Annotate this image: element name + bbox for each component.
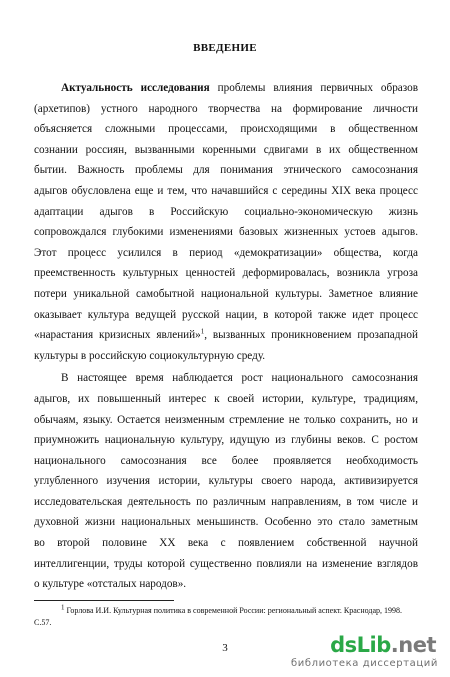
- paragraph-2-line-2: адыгов, их повышенный интерес к своей истории, культуре, традициям,: [34, 392, 418, 405]
- dslib-logo: dsLib.net: [330, 633, 436, 657]
- paragraph-1-line-7: адаптации адыгов в Российскую социально-экономическую жизнь: [34, 205, 418, 218]
- footnote: [34, 605, 418, 629]
- paragraph-1-line-4: сознании россиян, вызванными коренными сдвигами в их общественном: [34, 143, 418, 156]
- paragraph-1-line-5: бытии. Важность проблемы для понимания этнического самосознания: [34, 164, 418, 177]
- footnote-line-2: С.57.: [34, 618, 52, 627]
- paragraph-2-line-9: во второй половине XX века с появлением собственной научной: [34, 537, 418, 550]
- paragraph-2-line-3: обычаям, языку. Остается неизменным стремление не только сохранить, но и: [34, 413, 418, 426]
- paragraph-1-line-1: Актуальность исследования проблемы влияния первичных образов: [61, 82, 418, 94]
- paragraph-1-line-6: адыгов обусловлена еще и тем, что начавшийся с середины XIX века процесс: [34, 184, 418, 197]
- paragraph-1-line-8: сопровождался глубокими изменениями базовых жизненных устоев адыгов.: [34, 226, 418, 239]
- footnote-number: 1: [61, 603, 65, 612]
- paragraph-2-line-10: интеллигенции, труды которой существенно повлияли на изменение взглядов: [34, 557, 418, 570]
- paragraph-2-line-7: исследовательская деятельность по различным направлениям, в том числе и: [34, 495, 418, 508]
- watermark-subtitle: библиотека диссертаций: [290, 658, 438, 669]
- footnote-divider: [34, 600, 174, 601]
- paragraph-1-line-13: «нарастания кризисных явлений»$^1$, вызванных проникновением прозападной: [34, 327, 418, 342]
- lead-bold-phrase: Актуальность исследования: [61, 82, 210, 94]
- dslib-watermark: [270, 633, 440, 671]
- paragraph-2-line-8: духовной жизни национальных меньшинств. Особенно это стало заметным: [34, 516, 418, 529]
- paragraph-2-line-5: национального самосознания все более проявляется необходимость: [34, 454, 418, 467]
- footnote-line-1: $^1$ Горлова И.И. Культурная политика в современной России: региональный аспект. Краснодар, 1998.: [61, 603, 403, 615]
- paragraph-2-line-4: приумножить национальную культуру, идущую из глубины веков. С ростом: [34, 434, 418, 447]
- paragraph-1-line-9: Этот процесс усилился в период «демократизации» общества, когда: [34, 246, 418, 259]
- page-title: ВВЕДЕНИЕ: [193, 42, 257, 54]
- paragraph-1-line-10: преемственность культурных ценностей деформировалась, возникла угроза: [34, 267, 418, 280]
- page-number: 3: [222, 642, 228, 654]
- paragraph-2-line-11: о культуре «отсталых народов».: [34, 578, 187, 591]
- paragraph-1-line-14: культуры в российскую социокультурную среду.: [34, 349, 266, 362]
- paragraph-1-line-11: потери уникальной самобытной национальной культуры. Заметное влияние: [34, 287, 418, 300]
- paragraph-2-line-1: В настоящее время наблюдается рост национального самосознания: [61, 372, 418, 385]
- paragraph-1-line-12: оказывает культура ведущей русской нации, в которой также идет процесс: [34, 308, 418, 321]
- footnote-marker: 1: [200, 327, 205, 336]
- document-body: [34, 78, 418, 595]
- paragraph-1-line-2: (архетипов) устного народного творчества на формирование личности: [34, 102, 418, 115]
- paragraph-1-line-3: объясняется сложными процессами, происходящими в общественном: [34, 123, 418, 136]
- paragraph-2-line-6: углубленного изучения истории, культуры своего народа, активизируется: [34, 475, 418, 488]
